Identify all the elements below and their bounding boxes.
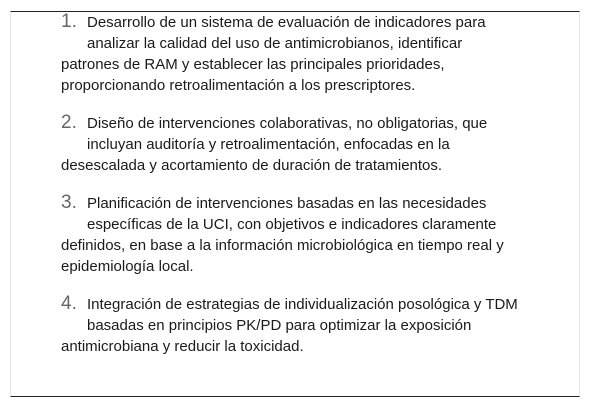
list-item-text-line: Integración de estrategias de individualización posológica y TDM [87, 296, 518, 313]
list-item-text-line: analizar la calidad del uso de antimicrobianos, identificar [87, 35, 463, 52]
list-item-3 [61, 193, 561, 277]
list-item-4 [61, 294, 561, 357]
list-number: 4. [61, 293, 77, 314]
list-item-text-line: Desarrollo de un sistema de evaluación de indicadores para [87, 14, 486, 31]
list-number: 1. [61, 11, 77, 32]
list-item-text-line: epidemiología local. [61, 258, 194, 275]
list-item-text-line: desescalada y acortamiento de duración de tratamientos. [61, 157, 443, 174]
list-number: 3. [61, 192, 77, 213]
list-item-text-line: basadas en principios PK/PD para optimizar la exposición [87, 317, 472, 334]
list-item-1 [61, 12, 561, 96]
list-item-text-line: proporcionando retroalimentación a los prescriptores. [61, 77, 416, 94]
list-item-text-line: definidos, en base a la información microbiológica en tiempo real y [61, 237, 504, 254]
list-item-text-line: patrones de RAM y establecer las principales prioridades, [61, 56, 445, 73]
list-item-text-line: Planificación de intervenciones basadas en las necesidades [87, 195, 487, 212]
list-item-text-line: antimicrobiana y reducir la toxicidad. [61, 338, 304, 355]
list-item-2 [61, 113, 561, 176]
list-item-text-line: específicas de la UCI, con objetivos e indicadores claramente [87, 216, 497, 233]
list-item-text-line: Diseño de intervenciones colaborativas, no obligatorias, que [87, 115, 488, 132]
numbered-list [61, 12, 561, 374]
list-number: 2. [61, 112, 77, 133]
list-item-text-line: incluyan auditoría y retroalimentación, enfocadas en la [87, 136, 450, 153]
